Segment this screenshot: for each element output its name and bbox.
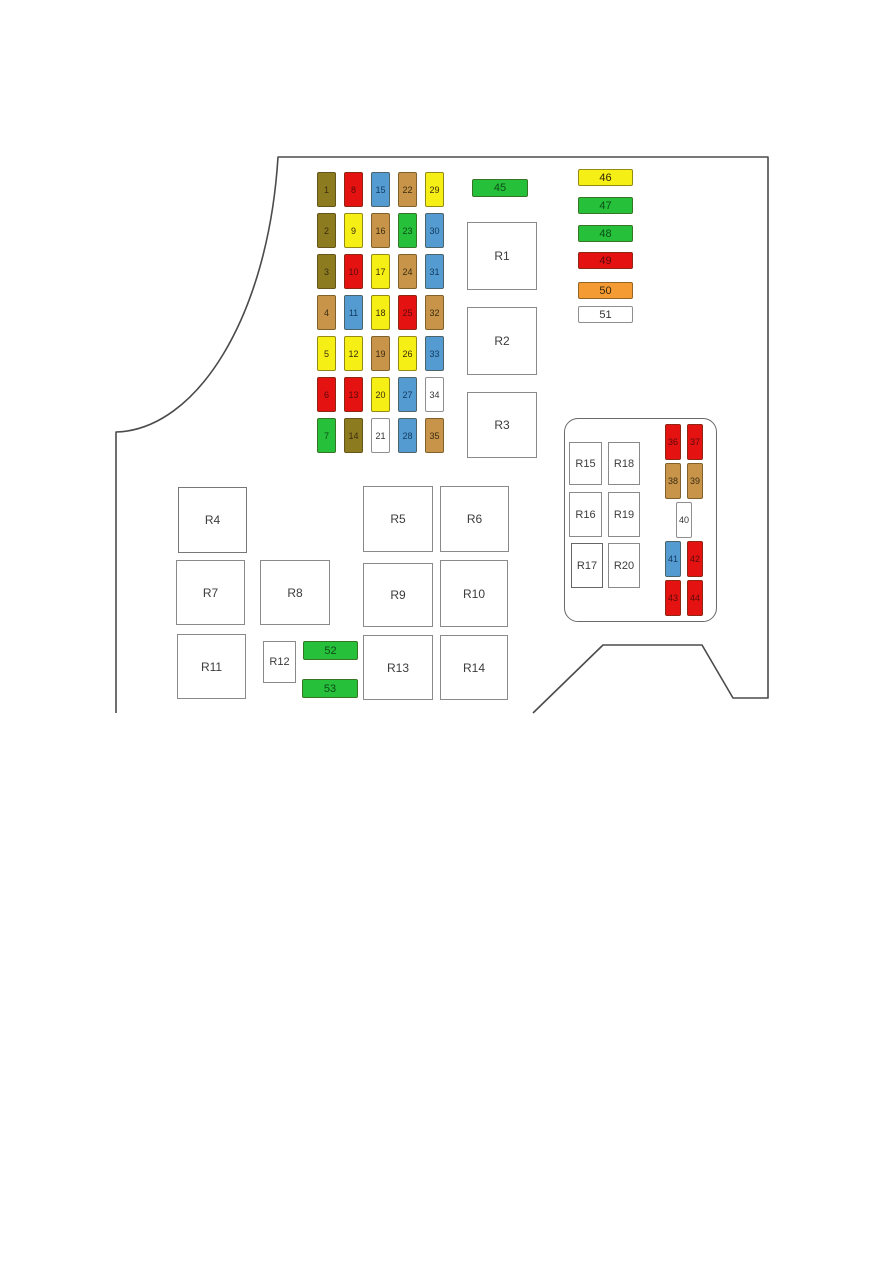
fuse-27-label: 27 <box>402 389 413 400</box>
relay-R3-label: R3 <box>494 418 510 432</box>
fuse-3 <box>317 254 336 289</box>
relay-R13-label: R13 <box>386 660 409 675</box>
fuse-22-label: 22 <box>402 184 413 195</box>
fuse-35 <box>425 418 444 453</box>
fuse-8-label: 8 <box>350 184 356 195</box>
fuse-25 <box>398 295 417 330</box>
relay-R11-label: R11 <box>200 659 223 674</box>
fuse-44-label: 44 <box>689 593 700 603</box>
fuse-36 <box>665 424 681 460</box>
fuse-17 <box>371 254 390 289</box>
main-fuse-grid <box>317 172 444 453</box>
relay-R17 <box>571 543 603 588</box>
fuse-12-label: 12 <box>348 348 359 359</box>
fuse-21 <box>371 418 390 453</box>
fuse-26-label: 26 <box>402 348 413 359</box>
fuse-5 <box>317 336 336 371</box>
relay-R2 <box>467 307 537 375</box>
fuse-16 <box>371 213 390 248</box>
fuse-31 <box>425 254 444 289</box>
fuse-33-label: 33 <box>429 348 440 359</box>
fuse-41-label: 41 <box>667 554 678 564</box>
relay-R14 <box>440 635 508 700</box>
fuse-27 <box>398 377 417 412</box>
relay-R4 <box>178 487 247 553</box>
relay-R7-label: R7 <box>202 585 219 600</box>
relay-R18-label: R18 <box>613 457 635 470</box>
fuse-28-label: 28 <box>402 430 413 441</box>
fuse-24 <box>398 254 417 289</box>
relay-R1 <box>467 222 537 290</box>
relay-R13 <box>363 635 433 700</box>
fuse-52-label: 52 <box>324 644 337 657</box>
fuse-40-label: 40 <box>678 515 689 525</box>
relay-R15-label: R15 <box>575 457 596 470</box>
relay-R12-label: R12 <box>269 656 290 668</box>
fuse-35-label: 35 <box>429 430 440 441</box>
fuse-11 <box>344 295 363 330</box>
relay-R6-label: R6 <box>466 512 483 526</box>
fuse-1 <box>317 172 336 207</box>
fuse-38 <box>665 463 681 499</box>
fuse-36-label: 36 <box>667 437 678 447</box>
fuse-48 <box>578 225 633 242</box>
fuse-26 <box>398 336 417 371</box>
fuse-21-label: 21 <box>375 430 386 441</box>
fuse-48-label: 48 <box>599 227 612 240</box>
fuse-14-label: 14 <box>348 430 359 441</box>
fuse-45-label: 45 <box>493 182 507 194</box>
fuse-30 <box>425 213 444 248</box>
relay-R19-label: R19 <box>613 508 635 521</box>
relay-R20 <box>608 543 640 588</box>
relay-R9-label: R9 <box>390 588 406 602</box>
relay-R1-label: R1 <box>494 249 510 263</box>
relay-R7 <box>176 560 245 625</box>
fuse-37 <box>687 424 703 460</box>
relay-R8-label: R8 <box>287 585 303 600</box>
relay-R14-label: R14 <box>462 660 485 675</box>
fuse-32 <box>425 295 444 330</box>
fuse-41 <box>665 541 681 577</box>
fuse-39-label: 39 <box>689 476 700 486</box>
fuse-43-label: 43 <box>667 593 678 603</box>
relay-R16 <box>569 492 602 537</box>
fuse-8 <box>344 172 363 207</box>
relay-R4-label: R4 <box>204 513 221 527</box>
fuse-18 <box>371 295 390 330</box>
fuse-25-label: 25 <box>402 307 413 318</box>
fuse-10 <box>344 254 363 289</box>
fuse-17-label: 17 <box>375 266 386 277</box>
fuse-50-label: 50 <box>599 284 612 297</box>
fuse-51 <box>578 306 633 323</box>
fuse-42-label: 42 <box>689 554 700 564</box>
fuse-11-label: 11 <box>348 307 359 318</box>
fuse-49-label: 49 <box>599 254 612 267</box>
fuse-10-label: 10 <box>348 266 359 277</box>
fuse-29-label: 29 <box>429 184 440 195</box>
relay-R10 <box>440 560 508 627</box>
fuse-38-label: 38 <box>667 476 678 486</box>
relay-R18 <box>608 442 640 485</box>
relay-R11 <box>177 634 246 699</box>
panel-fuse-grid <box>665 424 703 616</box>
fuse-46-label: 46 <box>599 171 612 184</box>
fuse-13 <box>344 377 363 412</box>
fuse-4-label: 4 <box>323 307 329 318</box>
relay-R3 <box>467 392 537 458</box>
fuse-50 <box>578 282 633 299</box>
fuse-24-label: 24 <box>402 266 413 277</box>
fuse-3-label: 3 <box>323 266 329 277</box>
fuse-49 <box>578 252 633 269</box>
fuse-28 <box>398 418 417 453</box>
fuse-20-label: 20 <box>375 389 386 400</box>
relay-R5-label: R5 <box>390 512 406 526</box>
fuse-44 <box>687 580 703 616</box>
fuse-39 <box>687 463 703 499</box>
fuse-6-label: 6 <box>323 389 329 400</box>
fuse-15 <box>371 172 390 207</box>
fuse-30-label: 30 <box>429 225 440 236</box>
fuse-33 <box>425 336 444 371</box>
fuse-7 <box>317 418 336 453</box>
fuse-19 <box>371 336 390 371</box>
fuse-stack-46-51 <box>578 169 633 329</box>
fuse-32-label: 32 <box>429 307 440 318</box>
fuse-47-label: 47 <box>599 199 612 212</box>
fuse-40 <box>676 502 692 538</box>
fuse-13-label: 13 <box>348 389 359 400</box>
relay-R9 <box>363 563 433 627</box>
fuse-12 <box>344 336 363 371</box>
relay-R10-label: R10 <box>462 586 485 601</box>
fuse-16-label: 16 <box>375 225 386 236</box>
fuse-46 <box>578 169 633 186</box>
fuse-6 <box>317 377 336 412</box>
fuse-20 <box>371 377 390 412</box>
fuse-53-label: 53 <box>323 682 337 695</box>
relay-R5 <box>363 486 433 552</box>
fuse-22 <box>398 172 417 207</box>
fuse-2-label: 2 <box>323 225 329 236</box>
fuse-14 <box>344 418 363 453</box>
fuse-52 <box>303 641 358 660</box>
fuse-42 <box>687 541 703 577</box>
fuse-5-label: 5 <box>323 348 329 359</box>
fuse-23 <box>398 213 417 248</box>
relay-R12 <box>263 641 296 683</box>
fuse-47 <box>578 197 633 214</box>
fuse-43 <box>665 580 681 616</box>
fuse-4 <box>317 295 336 330</box>
fuse-9 <box>344 213 363 248</box>
relay-R6 <box>440 486 509 552</box>
fuse-19-label: 19 <box>375 348 386 359</box>
relay-R16-label: R16 <box>575 508 596 521</box>
fuse-37-label: 37 <box>689 437 700 447</box>
fuse-1-label: 1 <box>323 184 329 195</box>
relay-R19 <box>608 492 640 537</box>
fuse-18-label: 18 <box>375 307 386 318</box>
fuse-15-label: 15 <box>375 184 386 195</box>
relay-R17-label: R17 <box>576 559 598 572</box>
relay-R2-label: R2 <box>494 334 510 348</box>
fuse-29 <box>425 172 444 207</box>
fuse-9-label: 9 <box>350 225 356 236</box>
fuse-31-label: 31 <box>429 266 440 277</box>
relay-R20-label: R20 <box>613 559 635 572</box>
fuse-53 <box>302 679 358 698</box>
fuse-2 <box>317 213 336 248</box>
fuse-7-label: 7 <box>323 430 329 441</box>
fuse-23-label: 23 <box>402 225 413 236</box>
fuse-51-label: 51 <box>599 308 612 321</box>
fuse-34-label: 34 <box>429 389 440 400</box>
fuse-34 <box>425 377 444 412</box>
relay-R15 <box>569 442 602 485</box>
fuse-45 <box>472 179 528 197</box>
relay-R8 <box>260 560 330 625</box>
